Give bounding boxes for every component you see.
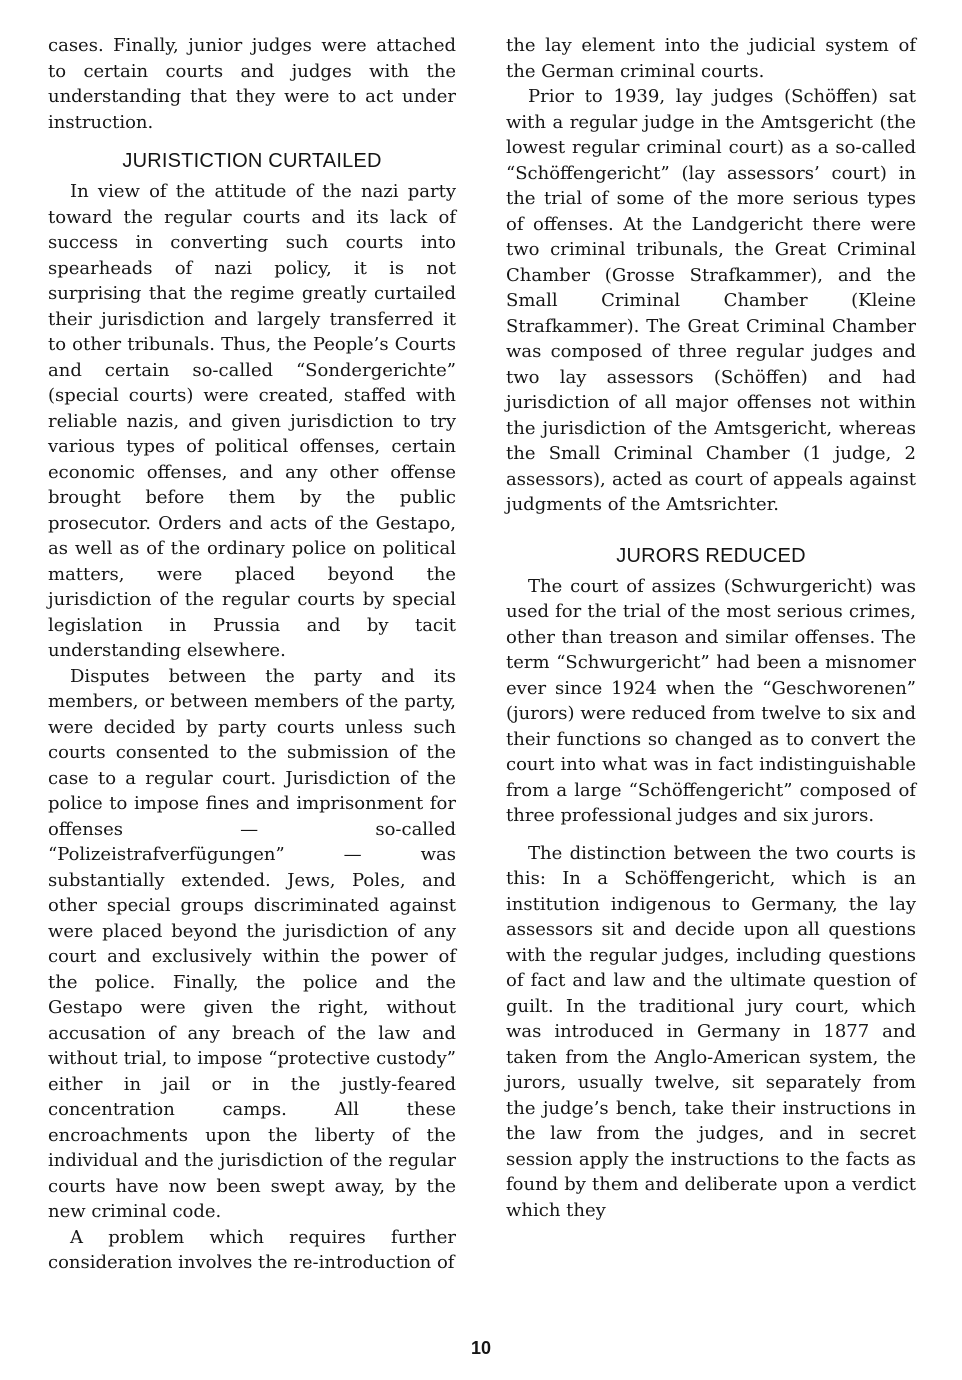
paragraph-spacer (506, 829, 916, 841)
section-spacer (506, 518, 916, 530)
right-paragraph-lay-judges: Prior to 1939, lay judges (Schöffen) sat with a regular judge in the Amtsgericht (the lowest regular criminal court) as a so-called “Schöffengericht” (lay assessors’ court) in the trial of some of the more serious types of offenses. At the Landgericht there were two criminal tribunals, the Great Criminal Chamber (Grosse Strafkammer), and the Small Criminal Chamber (Kleine Strafkammer). The Great Criminal Chamber was composed of three regular judges and two lay assessors (Schöffen) and had jurisdiction of all major offenses not within the jurisdiction of the Amtsgericht, whereas the Small Criminal Chamber (1 judge, 2 assessors), acted as court of appeals against judgments of the Amtsrichter. (506, 86, 916, 515)
right-paragraph-court-of-assizes: The court of assizes (Schwurgericht) was used for the trial of the most serious crimes, other than treason and similar offenses. The term “Schwurgericht” had been a misnomer ever since 1924 when the “Geschworenen” (jurors) were reduced from twelve to six and their functions so changed as to convert the court into what was in fact indistinguishable from a large “Schöffengericht” composed of three professional judges and six jurors. (506, 575, 916, 826)
page-number: 10 (470, 1338, 492, 1358)
left-paragraph-jurisdiction: In view of the attitude of the nazi party toward the regular courts and its lack of success in converting such courts into spearheads of nazi policy, it is not surprising that the regime greatly curtailed their jurisdiction and largely transferred it to other tribunals. Thus, the People’s Courts and certain so-called “Sondergerichte” (special courts) were created, staffed with reliable nazis, and given jurisdiction to try various types of political offenses, certain economic offenses, and any other offense brought before them by the public prosecutor. Orders and acts of the Gestapo, as well as of the ordinary police on political matters, were placed beyond the jurisdiction of the regular courts by special legislation in Prussia and by tacit understanding elsewhere. (48, 181, 456, 661)
right-column (506, 33, 916, 1223)
left-paragraph-disputes: Disputes between the party and its members, or between members of the party, were decided by party courts unless such courts consented to the submission of the case to a regular court. Jurisdiction of the police to impose fines and imprisonment for offenses — so-called “Polizeistrafverfügungen” — was substantially extended. Jews, Poles, and other special groups discriminated against were placed beyond the jurisdiction of any court and exclusively within the power of the police. Finally, the police and the Gestapo were given the right, without accusation of any breach of the law and without trial, to impose “protective custody” either in jail or in the justly-feared concentration camps. All these encroachments upon the liberty of the individual and the jurisdiction of the regular courts have now been swept away, by the new criminal code. (48, 665, 456, 1222)
right-paragraph-distinction: The distinction between the two courts is this: In a Schöffengericht, which is an institution indigenous to Germany, the lay assessors sit and decide upon all questions with the regular judges, including questions of fact and law and the ultimate question of guilt. In the traditional jury court, which was introduced in Germany in 1877 and taken from the Anglo-American system, the jurors, usually twelve, sit separately from the judge’s bench, take their instructions in the law from the judges, and in secret session apply the instructions to the facts as found by them and deliberate upon a verdict which they (506, 842, 916, 1221)
left-paragraph-problem: A problem which requires further consideration involves the re-introduction of (48, 1226, 456, 1273)
left-column (48, 33, 456, 1276)
right-paragraph-continuation: the lay element into the judicial system of the German criminal courts. (506, 35, 916, 82)
section-heading-jurors-reduced: JURORS REDUCED (616, 544, 806, 567)
section-heading-jurisdiction-curtailed: JURISTICTION CURTAILED (122, 150, 382, 172)
left-paragraph-continuation: cases. Finally, junior judges were attached to certain courts and judges with the understanding that they were to act under instruction. (48, 35, 456, 133)
